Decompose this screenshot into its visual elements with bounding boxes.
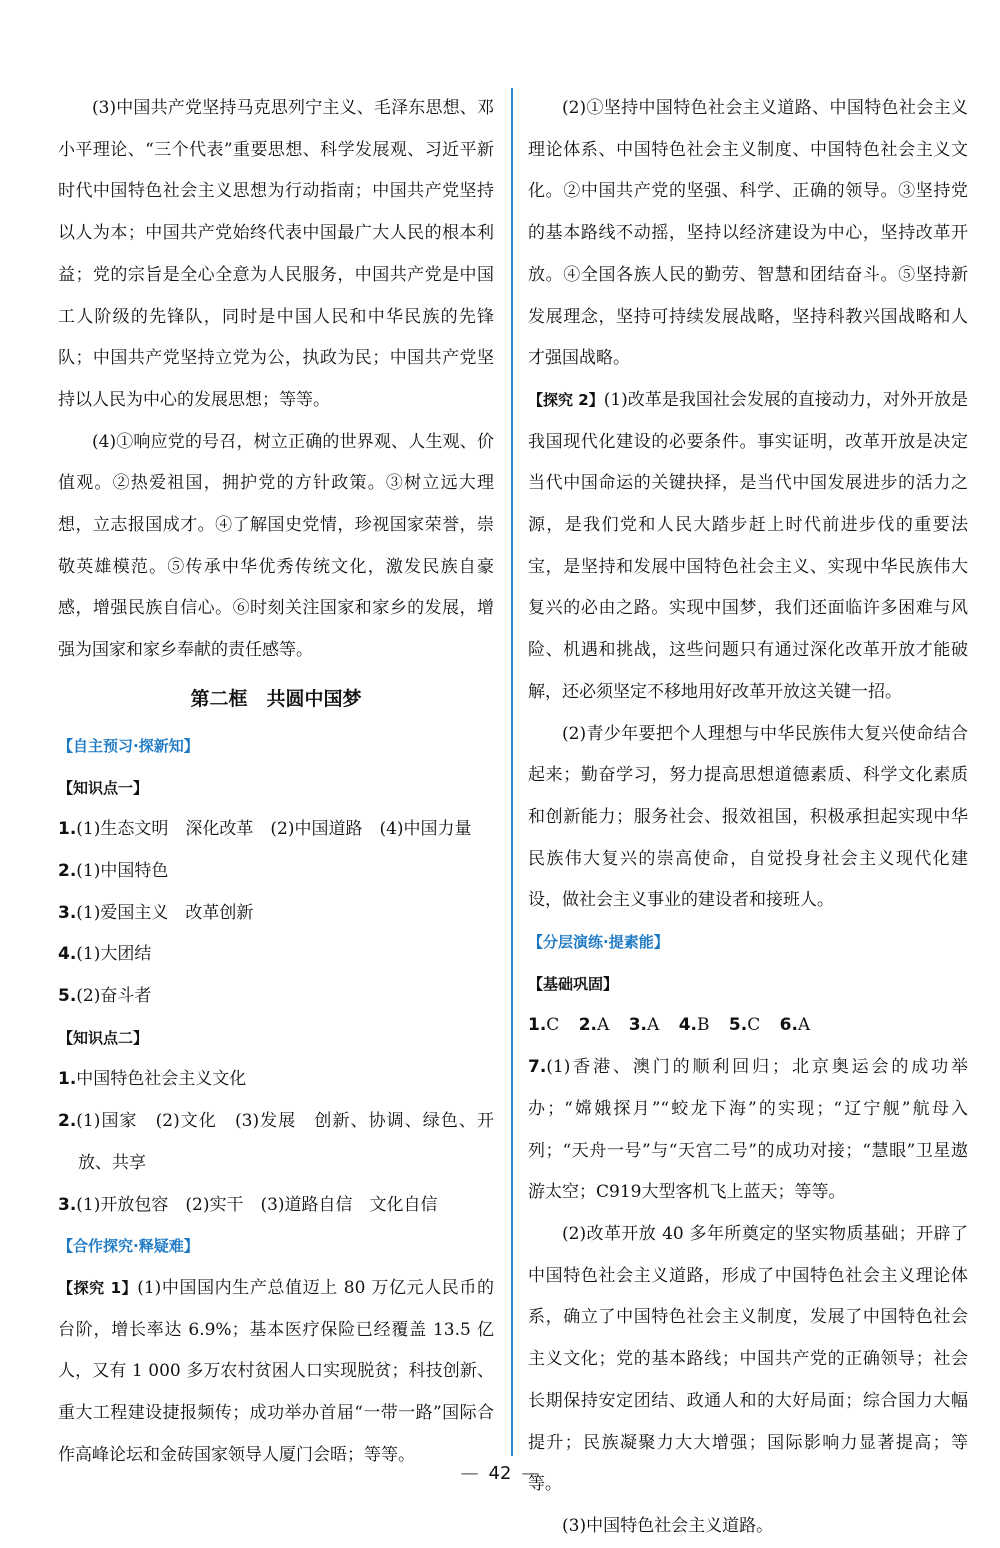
page-number: 42: [488, 1463, 512, 1484]
answer-item: 2.A: [578, 1015, 610, 1036]
question-7-part-1: 7.(1)香港、澳门的顺利回归；北京奥运会的成功举办；“嫦娥探月”“蛟龙下海”的实现；“辽宁舰”航母入列；“天舟一号”与“天宫二号”的成功对接；“慧眼”卫星遨游太空；C919大型客机飞上蓝天；等等。: [528, 1057, 968, 1203]
list-item: 1.中国特色社会主义文化: [58, 1069, 247, 1090]
question-7-part-3: (3)中国特色社会主义道路。: [562, 1515, 774, 1536]
answer-paragraph-3: (3)中国共产党坚持马克思列宁主义、毛泽东思想、邓小平理论、“三个代表”重要思想、科学发展观、习近平新时代中国特色社会主义思想为行动指南；中国共产党坚持以人为本；中国共产党始终代表中国最广大人民的根本利益；党的宗旨是全心全意为人民服务，中国共产党是中国工人阶级的先锋队，同时是中国人民和中华民族的先锋队；中国共产党坚持立党为公，执政为民；中国共产党坚持以人民为中心的发展思想；等等。: [58, 98, 494, 410]
question-7-part-2: (2)改革开放 40 多年所奠定的坚实物质基础；开辟了中国特色社会主义道路，形成了中国特色社会主义理论体系，确立了中国特色社会主义制度，发展了中国特色社会主义文化；党的基本路线；中国共产党的正确领导；社会长期保持安定团结、政通人和的大好局面；综合国力大幅提升；民族凝聚力大大增强；国际影响力显著提高；等等。: [528, 1223, 968, 1495]
knowledge-point-2-list: [58, 1059, 494, 1226]
answer-item: 6.A: [779, 1015, 811, 1036]
explore-2-paragraph-1: 【探究 2】(1)改革是我国社会发展的直接动力，对外开放是我国现代化建设的必要条件。事实证明，改革开放是决定当代中国命运的关键抉择，是当代中国发展进步的活力之源，是我们党和人民大踏步赶上时代前进步伐的重要法宝，是坚持和发展中国特色社会主义、实现中华民族伟大复兴的必由之路。实现中国梦，我们还面临许多困难与风险、机遇和挑战，这些问题只有通过深化改革开放才能破解，还必须坚定不移地用好改革开放这关键一招。: [528, 389, 968, 702]
answer-paragraph-4: (4)①响应党的号召，树立正确的世界观、人生观、价值观。②热爱祖国，拥护党的方针政策。③树立远大理想，立志报国成才。④了解国史党情，珍视国家荣誉，崇敬英雄模范。⑤传承中华优秀传统文化，激发民族自豪感，增强民族自信心。⑥时刻关注国家和家乡的发展，增强为国家和家乡奉献的责任感等。: [58, 431, 494, 661]
basic-consolidation-heading: 【基础巩固】: [528, 974, 619, 993]
answer-item: 1.C: [528, 1015, 560, 1036]
knowledge-point-2-heading: 【知识点二】: [58, 1028, 149, 1047]
list-item: 4.(1)大团结: [58, 944, 152, 965]
answer-paragraph-2: (2)①坚持中国特色社会主义道路、中国特色社会主义理论体系、中国特色社会主义制度、中国特色社会主义文化。②中国共产党的坚强、科学、正确的领导。③坚持党的基本路线不动摇，坚持以经济建设为中心，坚持改革开放。④全国各族人民的勤劳、智慧和团结奋斗。⑤坚持新发展理念，坚持可持续发展战略，坚持科教兴国战略和人才强国战略。: [528, 98, 968, 369]
section-title: 第二框 共圆中国梦: [190, 687, 362, 710]
explore-2-tag: 【探究 2】: [528, 390, 604, 409]
list-item: 3.(1)爱国主义 改革创新: [58, 902, 254, 923]
knowledge-point-1-list: [58, 809, 494, 1018]
answer-item: 3.A: [628, 1015, 660, 1036]
cooperation-heading: 【合作探究·释疑难】: [58, 1237, 199, 1256]
list-item: 1.(1)生态文明 深化改革 (2)中国道路 (4)中国力量: [58, 819, 472, 840]
explore-1-tag: 【探究 1】: [58, 1278, 138, 1297]
explore-1-paragraph: 【探究 1】(1)中国国内生产总值迈上 80 万亿元人民币的台阶，增长率达 6.9%；基本医疗保险已经覆盖 13.5 亿人，又有 1 000 多万农村贫困人口实现脱贫；科技创新、重大工程建设捷报频传；成功举办首届“一带一路”国际合作高峰论坛和金砖国家领导人厦门会晤；等等。: [58, 1277, 494, 1465]
page-footer: [0, 1463, 1000, 1484]
choice-answers: [528, 1005, 968, 1047]
footer-dash-right: —: [521, 1463, 540, 1484]
right-column: [528, 88, 968, 1548]
list-item: 3.(1)开放包容 (2)实干 (3)道路自信 文化自信: [58, 1194, 438, 1215]
list-item: 5.(2)奋斗者: [58, 986, 152, 1007]
list-item: 2.(1)国家 (2)文化 (3)发展 创新、协调、绿色、开放、共享: [58, 1111, 494, 1173]
column-divider: [511, 88, 513, 1456]
answer-item: 4.B: [678, 1015, 710, 1036]
layered-practice-heading: 【分层演练·提素能】: [528, 933, 669, 952]
list-item: 2.(1)中国特色: [58, 860, 169, 881]
knowledge-point-1-heading: 【知识点一】: [58, 778, 149, 797]
preview-heading: 【自主预习·探新知】: [58, 736, 199, 755]
answer-item: 5.C: [728, 1015, 761, 1036]
left-column: [58, 88, 494, 1477]
explore-2-paragraph-2: (2)青少年要把个人理想与中华民族伟大复兴使命结合起来；勤奋学习，努力提高思想道德素质、科学文化素质和创新能力；服务社会、报效祖国，积极承担起实现中华民族伟大复兴的崇高使命，自觉投身社会主义现代化建设，做社会主义事业的建设者和接班人。: [528, 723, 968, 911]
footer-dash-left: —: [460, 1463, 479, 1484]
